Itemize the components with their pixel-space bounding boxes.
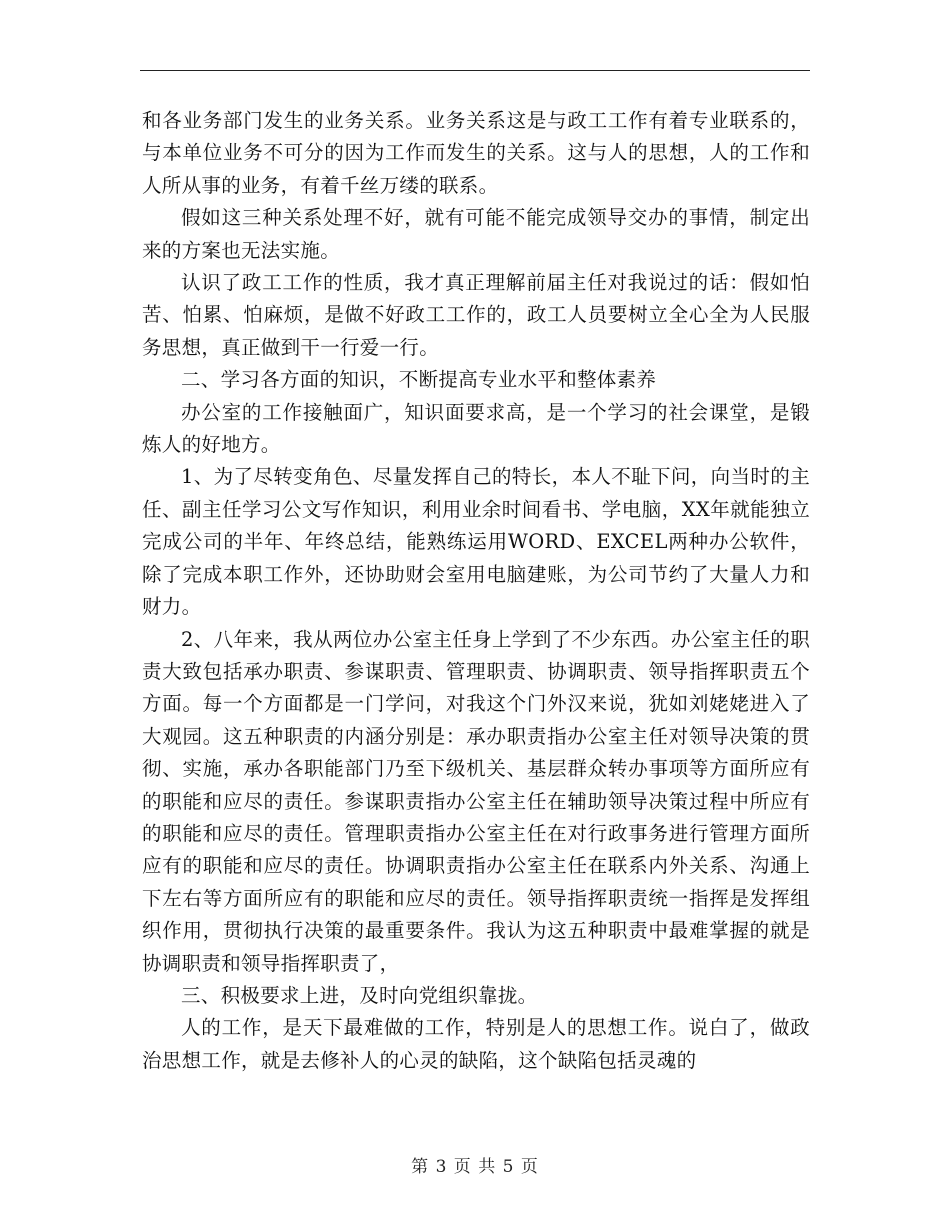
paragraph: 办公室的工作接触面广，知识面要求高，是一个学习的社会课堂，是锻炼人的好地方。 bbox=[142, 400, 810, 457]
paragraph-continued: 和各业务部门发生的业务关系。业务关系这是与政工工作有着专业联系的，与本单位业务不可分的因为工作而发生的关系。这与人的思想，人的工作和人所从事的业务，有着千丝万缕的联系。 bbox=[142, 109, 810, 197]
section-heading-2: 二、学习各方面的知识，不断提高专业水平和整体素养 bbox=[181, 368, 657, 392]
section-heading-3: 三、积极要求上进，及时向党组织靠拢。 bbox=[181, 983, 538, 1007]
paragraph: 认识了政工工作的性质，我才真正理解前届主任对我说过的话：假如怕苦、怕累、怕麻烦，是做不好政工工作的，政工人员要树立全心全为人民服务思想，真正做到干一行爱一行。 bbox=[142, 271, 810, 359]
header-rule bbox=[140, 70, 810, 71]
paragraph: 假如这三种关系处理不好，就有可能不能完成领导交办的事情，制定出来的方案也无法实施。 bbox=[142, 206, 810, 262]
paragraph: 人的工作，是天下最难做的工作，特别是人的思想工作。说白了，做政治思想工作，就是去修补人的心灵的缺陷，这个缺陷包括灵魂的 bbox=[142, 1016, 810, 1072]
paragraph-item-1: 1、为了尽转变角色、尽量发挥自己的特长，本人不耻下问，向当时的主任、副主任学习公文写作知识，利用业余时间看书、学电脑，XX年就能独立完成公司的半年、年终总结，能熟练运用WORD、EXCEL两种办公软件，除了完成本职工作外，还协助财会室用电脑建账，为公司节约了大量人力和财力。 bbox=[142, 465, 810, 619]
body-text bbox=[142, 105, 810, 1077]
page-number-footer: 第 3 页 共 5 页 bbox=[411, 1157, 539, 1177]
paragraph-item-2: 2、八年来，我从两位办公室主任身上学到了不少东西。办公室主任的职责大致包括承办职责、参谋职责、管理职责、协调职责、领导指挥职责五个方面。每一个方面都是一门学问，对我这个门外汉来说，犹如刘姥姥进入了大观园。这五种职责的内涵分别是：承办职责指办公室主任对领导决策的贯彻、实施，承办各职能部门乃至下级机关、基层群众转办事项等方面所应有的职能和应尽的责任。参谋职责指办公室主任在辅助领导决策过程中所应有的职能和应尽的责任。管理职责指办公室主任在对行政事务进行管理方面所应有的职能和应尽的责任。协调职责指办公室主任在联系内外关系、沟通上下左右等方面所应有的职能和应尽的责任。领导指挥职责统一指挥是发挥组织作用，贯彻执行决策的最重要条件。我认为这五种职责中最难掌握的就是协调职责和领导指挥职责了， bbox=[142, 627, 810, 975]
